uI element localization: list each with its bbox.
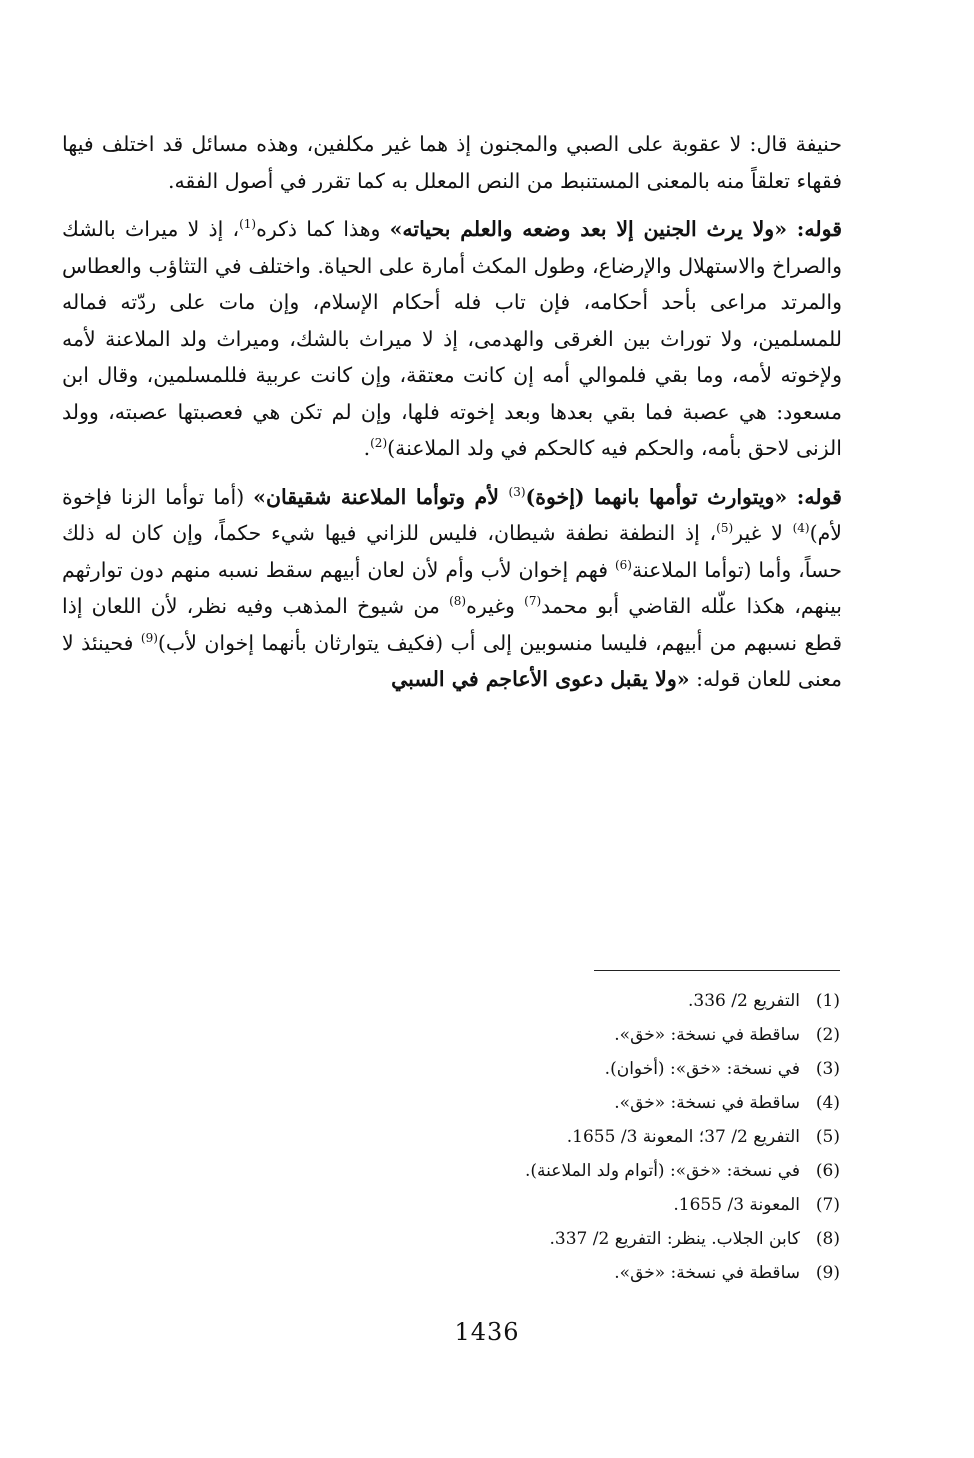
footnote-reference: (7) xyxy=(524,594,542,609)
paragraph-1 xyxy=(62,126,842,199)
quoted-matn-text: لأم وتوأما الملاعنة شقيقان» xyxy=(253,484,509,509)
quoted-matn-text: قوله: «ولا يرث الجنين إلا بعد وضعه والعلم بحياته» xyxy=(389,217,842,241)
footnote-number: (8) xyxy=(815,1229,840,1249)
footnote-reference: (3) xyxy=(508,484,526,499)
footnote-item xyxy=(300,1154,840,1188)
body-text: . xyxy=(363,436,371,460)
footnote-number: (2) xyxy=(815,1025,840,1045)
footnote-item xyxy=(300,1120,840,1154)
quoted-matn-text: قوله: «ويتوارث توأمها بانهما (إخوة) xyxy=(525,484,842,509)
body-text: وهذا كما ذكره xyxy=(256,217,390,241)
footnote-reference: (4) xyxy=(792,521,810,536)
footnote-reference: (6) xyxy=(614,557,632,572)
footnote-number: (1) xyxy=(815,991,840,1011)
quoted-matn-text: «ولا يقبل دعوى الأعاجم في السبي xyxy=(391,667,690,691)
footnote-number: (9) xyxy=(815,1263,840,1283)
paragraph-3 xyxy=(62,479,842,698)
footnote-item xyxy=(300,1222,840,1256)
footnote-reference: (9) xyxy=(140,630,158,645)
footnote-item xyxy=(300,984,840,1018)
body-text: (أما توأما الزنا فإخوة لأم) xyxy=(62,484,842,545)
body-text: ، إذ لا ميراث بالشك والصراخ والاستهلال والإرضاع، وطول المكث أمارة على الحياة. واختلف في التثاؤب والعطاس والمرتد مراعى بأحد أحكامه، فإن تاب فله أحكام الإسلام، وإن مات على ردّته فماله للمسلمين، ولا توراث بين الغرقى والهدمى، إذ لا ميراث بالشك، وميراث ولد الملاعنة لأمه ولإخوته لأمه، وما بقي فلموالي أمه إن كانت معتقة، وإن كانت عربية فللمسلمين، وقال ابن مسعود: هي عصبة فما بقي بعدها وبعد إخوته فلها، وإن لم تكن هي فعصبتها عصبته، وولد الزنى لاحق بأمه، والحكم فيه كالحكم في ولد الملاعنة) xyxy=(62,217,842,460)
footnote-text: في نسخة: «خق»: (أخوان). xyxy=(604,1059,800,1079)
footnote-number: (3) xyxy=(815,1059,840,1079)
body-text: فهم إخوان لأب وأم لأن لعان أبيهم سقط نسبه منهم دون توارثهم بينهم، هكذا علّله القاضي أبو محمد xyxy=(62,557,842,618)
footnote-text: ساقطة في نسخة: «خق». xyxy=(614,1263,800,1283)
page-body xyxy=(62,126,842,710)
paragraph-2 xyxy=(62,211,842,467)
footnote-reference: (1) xyxy=(239,217,257,232)
footnote-number: (5) xyxy=(815,1127,840,1147)
body-text: من شيوخ المذهب وفيه نظر، لأن اللعان إذا قطع نسبهم من أبيهم، فليسا منسوبين إلى أب (فكيف يتوارثان بأنهما إخوان لأب) xyxy=(62,594,842,655)
body-text: لا غير xyxy=(733,521,793,545)
footnote-text: في نسخة: «خق»: (أتوام ولد الملاعنة). xyxy=(525,1161,800,1181)
footnote-text: ساقطة في نسخة: «خق». xyxy=(614,1025,800,1045)
footnote-reference: (5) xyxy=(716,521,734,536)
footnote-divider xyxy=(594,970,840,971)
body-text: وغيره xyxy=(466,594,525,618)
footnote-text: كابن الجلاب. ينظر: التفريع 2/ 337. xyxy=(549,1229,800,1249)
page-number: 1436 xyxy=(454,1318,520,1346)
footnote-text: التفريع 2/ 37؛ المعونة 3/ 1655. xyxy=(566,1127,800,1147)
body-text: ، إذ النطفة نطفة شيطان، فليس للزاني فيها شيء حكماً، وإن كان له ذلك حساً، وأما (توأما الملاعنة xyxy=(62,521,842,582)
footnote-text: المعونة 3/ 1655. xyxy=(673,1195,800,1215)
body-text: حنيفة قال: لا عقوبة على الصبي والمجنون إذ هما غير مكلفين، وهذه مسائل قد اختلف فيها فقهاء تعلقاً منه بالمعنى المستنبط من النص المعلل به كما تقرر في أصول الفقه. xyxy=(62,132,842,193)
footnote-item xyxy=(300,1052,840,1086)
footnote-number: (4) xyxy=(815,1093,840,1113)
footnote-text: التفريع 2/ 336. xyxy=(687,991,800,1011)
footnote-item xyxy=(300,1188,840,1222)
body-text: فحينئذ لا معنى للعان قوله: xyxy=(62,630,842,691)
footnote-number: (6) xyxy=(815,1161,840,1181)
footnote-item xyxy=(300,1018,840,1052)
footnote-item xyxy=(300,1256,840,1290)
footnote-item xyxy=(300,1086,840,1120)
footnote-reference: (8) xyxy=(449,594,467,609)
footnotes-list xyxy=(300,984,840,1290)
footnote-text: ساقطة في نسخة: «خق». xyxy=(614,1093,800,1113)
footnote-reference: (2) xyxy=(370,436,388,451)
footnote-number: (7) xyxy=(815,1195,840,1215)
